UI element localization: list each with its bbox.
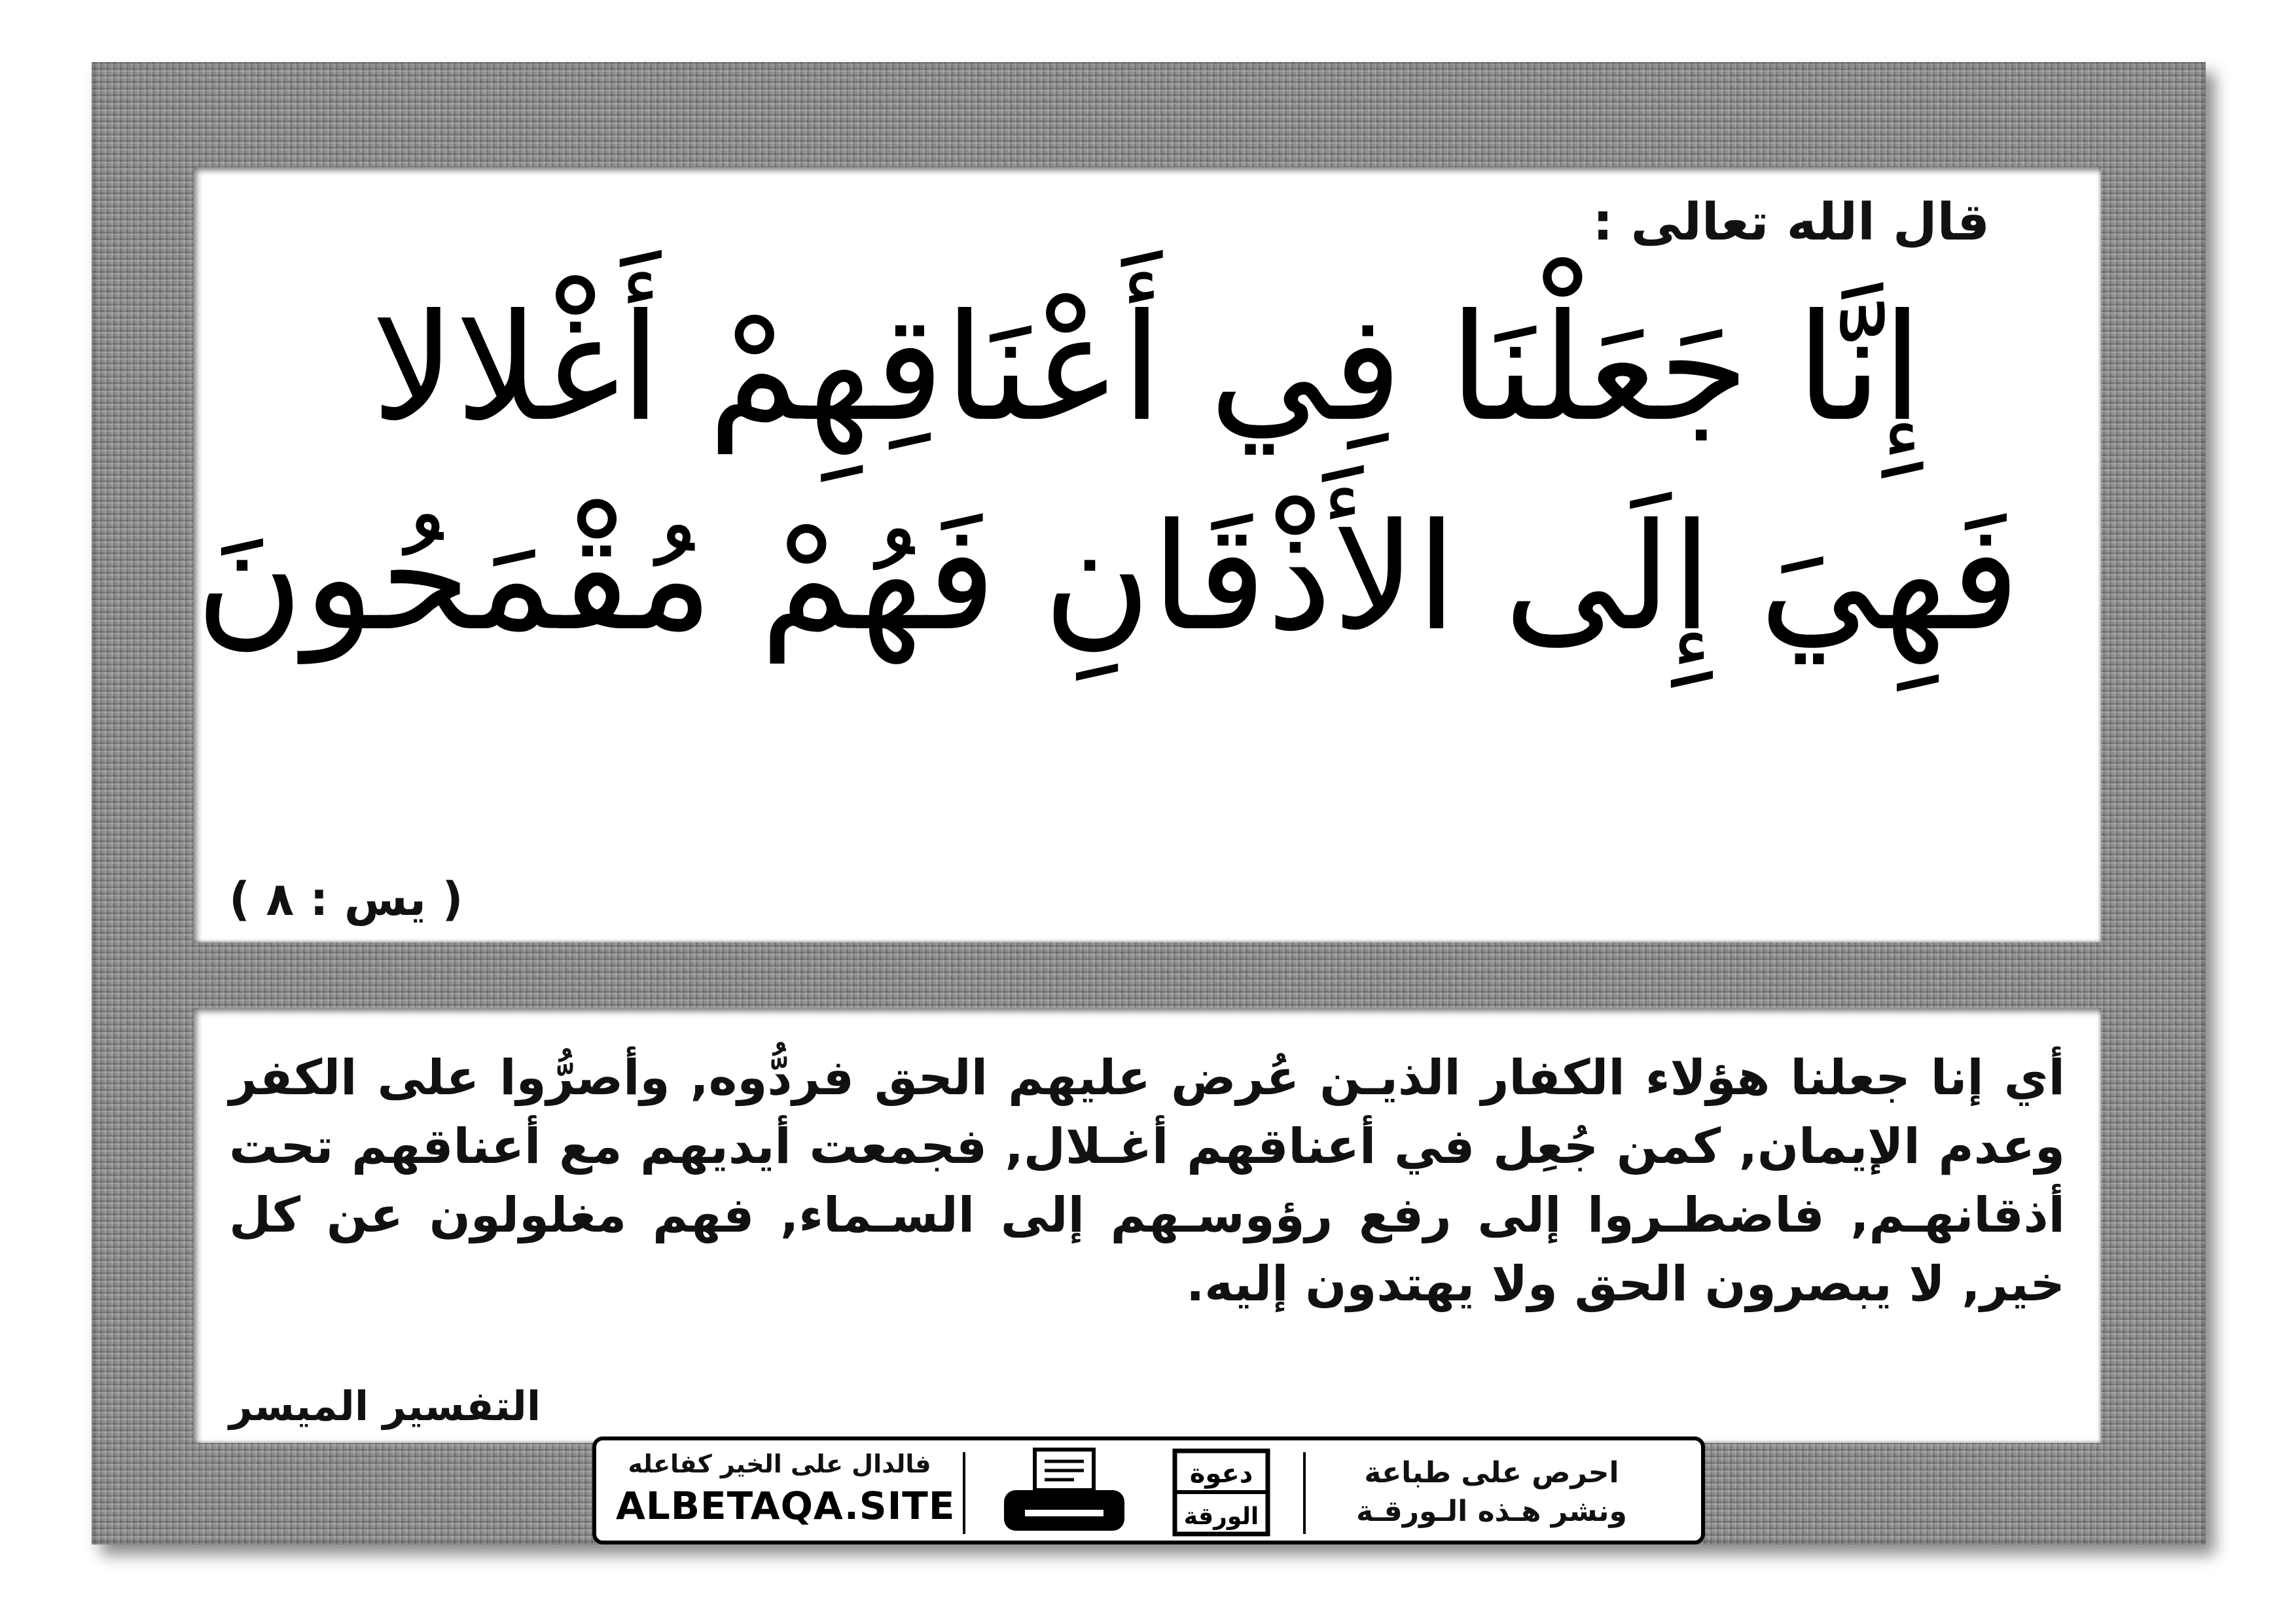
- verse-panel: [193, 167, 2101, 942]
- footer-tagline: فالدال على الخير كفاعله: [628, 1450, 931, 1478]
- footer-site-link[interactable]: ALBETAQA.SITE: [616, 1484, 956, 1528]
- footer-notice-line1: احرص على طباعة: [1364, 1456, 1619, 1489]
- footer-divider: [963, 1452, 965, 1534]
- footer-site-block: [616, 1450, 956, 1528]
- tafsir-source: التفسير الميسر: [229, 1382, 541, 1430]
- tafsir-text: أي إنا جعلنا هؤلاء الكفار الذيـن عُرض عليهم الحق فردُّوه, وأصرُّوا على الكفر وعدم الإيمان, كمن جُعِل في أعناقهم أغـلال, فجمعت أيديهم مع أعناقهم تحت أذقانهـم, فاضطـروا إلى رفع رؤوسـهم إلى السـماء, فهم مغلولون عن كل خير, لا يبصرون الحق ولا يهتدون إليه.: [229, 1050, 2065, 1313]
- footer-notice: [1308, 1454, 1675, 1531]
- verse-line-2: فَهِيَ إِلَى الأَذْقَانِ فَهُمْ مُقْمَحُونَ: [195, 492, 2020, 664]
- footer-notice-line2: ونشر هـذه الـورقـة: [1356, 1495, 1627, 1529]
- verse-reference: ( يس : ٨ ): [229, 872, 463, 926]
- verse-line-1: إِنَّا جَعَلْنَا فِي أَعْنَاقِهِمْ أَغْلالا: [371, 283, 1923, 454]
- footer-banner: [592, 1436, 1705, 1544]
- tafsir-panel: [193, 1008, 2101, 1443]
- logo-line1: دعوة: [1189, 1459, 1253, 1489]
- verse-intro: قال الله تعالى :: [1592, 193, 1990, 252]
- dawat-alwaraqa-logo: [1172, 1448, 1270, 1537]
- footer-divider: [1303, 1452, 1306, 1534]
- printer-icon: [999, 1447, 1130, 1539]
- logo-line2: الورقة: [1183, 1503, 1259, 1530]
